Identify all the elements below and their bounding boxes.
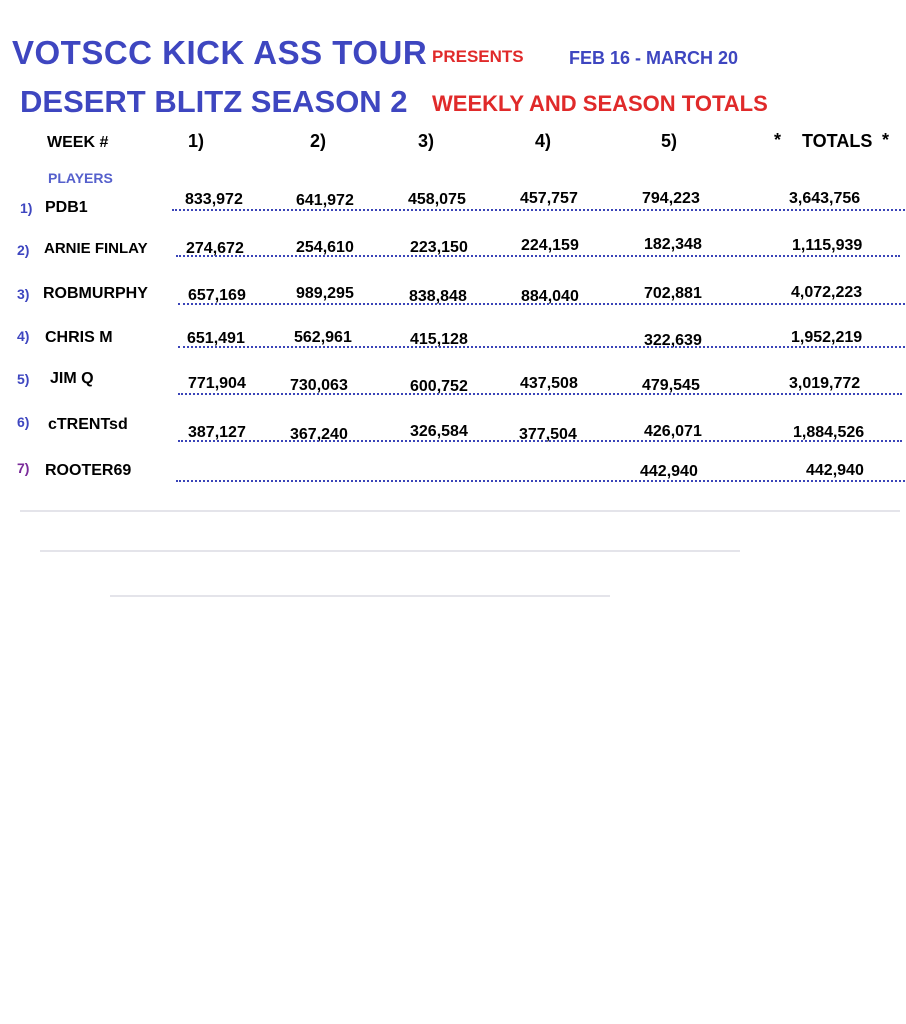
scan-artifact bbox=[110, 595, 610, 597]
season-total: 4,072,223 bbox=[791, 284, 863, 301]
week-5-score: 182,348 bbox=[644, 236, 702, 253]
date-range: FEB 16 - MARCH 20 bbox=[569, 48, 739, 68]
week-1-score: 833,972 bbox=[185, 191, 243, 208]
presents-label: PRESENTS bbox=[432, 47, 524, 66]
page-title: VOTSCC KICK ASS TOUR bbox=[12, 34, 428, 71]
row-divider bbox=[178, 393, 902, 395]
week-2-score: 641,972 bbox=[296, 192, 354, 209]
week-3-header: 3) bbox=[418, 131, 435, 151]
week-4-score: 457,757 bbox=[520, 190, 578, 207]
player-name: ARNIE FINLAY bbox=[44, 240, 148, 257]
player-name: ROBMURPHY bbox=[43, 285, 148, 302]
row-rank: 3) bbox=[17, 286, 30, 302]
week-4-score: 884,040 bbox=[521, 288, 579, 305]
week-5-score: 702,881 bbox=[644, 285, 702, 302]
player-name: CHRIS M bbox=[45, 329, 113, 346]
week-4-score: 224,159 bbox=[521, 237, 579, 254]
scan-artifact bbox=[40, 550, 740, 552]
player-name: cTRENTsd bbox=[48, 416, 128, 433]
row-rank: 6) bbox=[17, 414, 30, 430]
row-rank: 5) bbox=[17, 371, 30, 387]
week-5-score: 426,071 bbox=[644, 423, 702, 440]
week-1-score: 651,491 bbox=[187, 330, 245, 347]
season-total: 1,952,219 bbox=[791, 329, 863, 346]
week-2-header: 2) bbox=[310, 131, 327, 151]
week-3-score: 458,075 bbox=[408, 191, 466, 208]
row-rank: 2) bbox=[17, 242, 30, 258]
totals-header: TOTALS bbox=[802, 131, 873, 151]
season-total: 442,940 bbox=[806, 462, 864, 479]
player-name: PDB1 bbox=[45, 199, 88, 216]
week-4-score: 437,508 bbox=[520, 375, 578, 392]
week-1-score: 274,672 bbox=[186, 240, 244, 257]
row-divider bbox=[176, 255, 900, 257]
week-3-score: 600,752 bbox=[410, 378, 468, 395]
player-name: JIM Q bbox=[50, 370, 94, 387]
totals-star-right: * bbox=[882, 130, 890, 150]
week-2-score: 254,610 bbox=[296, 239, 354, 256]
row-divider bbox=[178, 303, 905, 305]
week-2-score: 730,063 bbox=[290, 377, 348, 394]
week-1-score: 771,904 bbox=[188, 375, 246, 392]
week-4-score: 377,504 bbox=[519, 426, 577, 443]
season-total: 3,019,772 bbox=[789, 375, 861, 392]
week-1-header: 1) bbox=[188, 131, 205, 151]
row-rank: 1) bbox=[20, 200, 33, 216]
week-3-score: 415,128 bbox=[410, 331, 468, 348]
week-5-header: 5) bbox=[661, 131, 678, 151]
season-total: 3,643,756 bbox=[789, 190, 861, 207]
totals-star-left: * bbox=[774, 130, 782, 150]
season-total: 1,115,939 bbox=[792, 237, 863, 254]
week-1-score: 657,169 bbox=[188, 287, 246, 304]
week-2-score: 989,295 bbox=[296, 285, 354, 302]
week-1-score: 387,127 bbox=[188, 424, 246, 441]
scan-artifact bbox=[20, 510, 900, 512]
week-3-score: 838,848 bbox=[409, 288, 467, 305]
week-5-score: 322,639 bbox=[644, 332, 702, 349]
totals-heading: WEEKLY AND SEASON TOTALS bbox=[432, 91, 768, 116]
season-title: DESERT BLITZ SEASON 2 bbox=[20, 84, 408, 119]
week-5-score: 442,940 bbox=[640, 463, 698, 480]
week-5-score: 794,223 bbox=[642, 190, 700, 207]
week-3-score: 326,584 bbox=[410, 423, 468, 440]
players-label: PLAYERS bbox=[48, 170, 113, 186]
row-rank: 7) bbox=[17, 460, 30, 476]
week-4-header: 4) bbox=[535, 131, 552, 151]
week-3-score: 223,150 bbox=[410, 239, 468, 256]
row-divider bbox=[172, 209, 905, 211]
week-2-score: 562,961 bbox=[294, 329, 352, 346]
week-5-score: 479,545 bbox=[642, 377, 700, 394]
row-rank: 4) bbox=[17, 328, 30, 344]
row-divider bbox=[176, 480, 905, 482]
week-number-header: WEEK # bbox=[47, 134, 109, 151]
row-divider bbox=[178, 440, 902, 442]
week-2-score: 367,240 bbox=[290, 426, 348, 443]
row-divider bbox=[178, 346, 905, 348]
player-name: ROOTER69 bbox=[45, 462, 132, 479]
season-total: 1,884,526 bbox=[793, 424, 865, 441]
